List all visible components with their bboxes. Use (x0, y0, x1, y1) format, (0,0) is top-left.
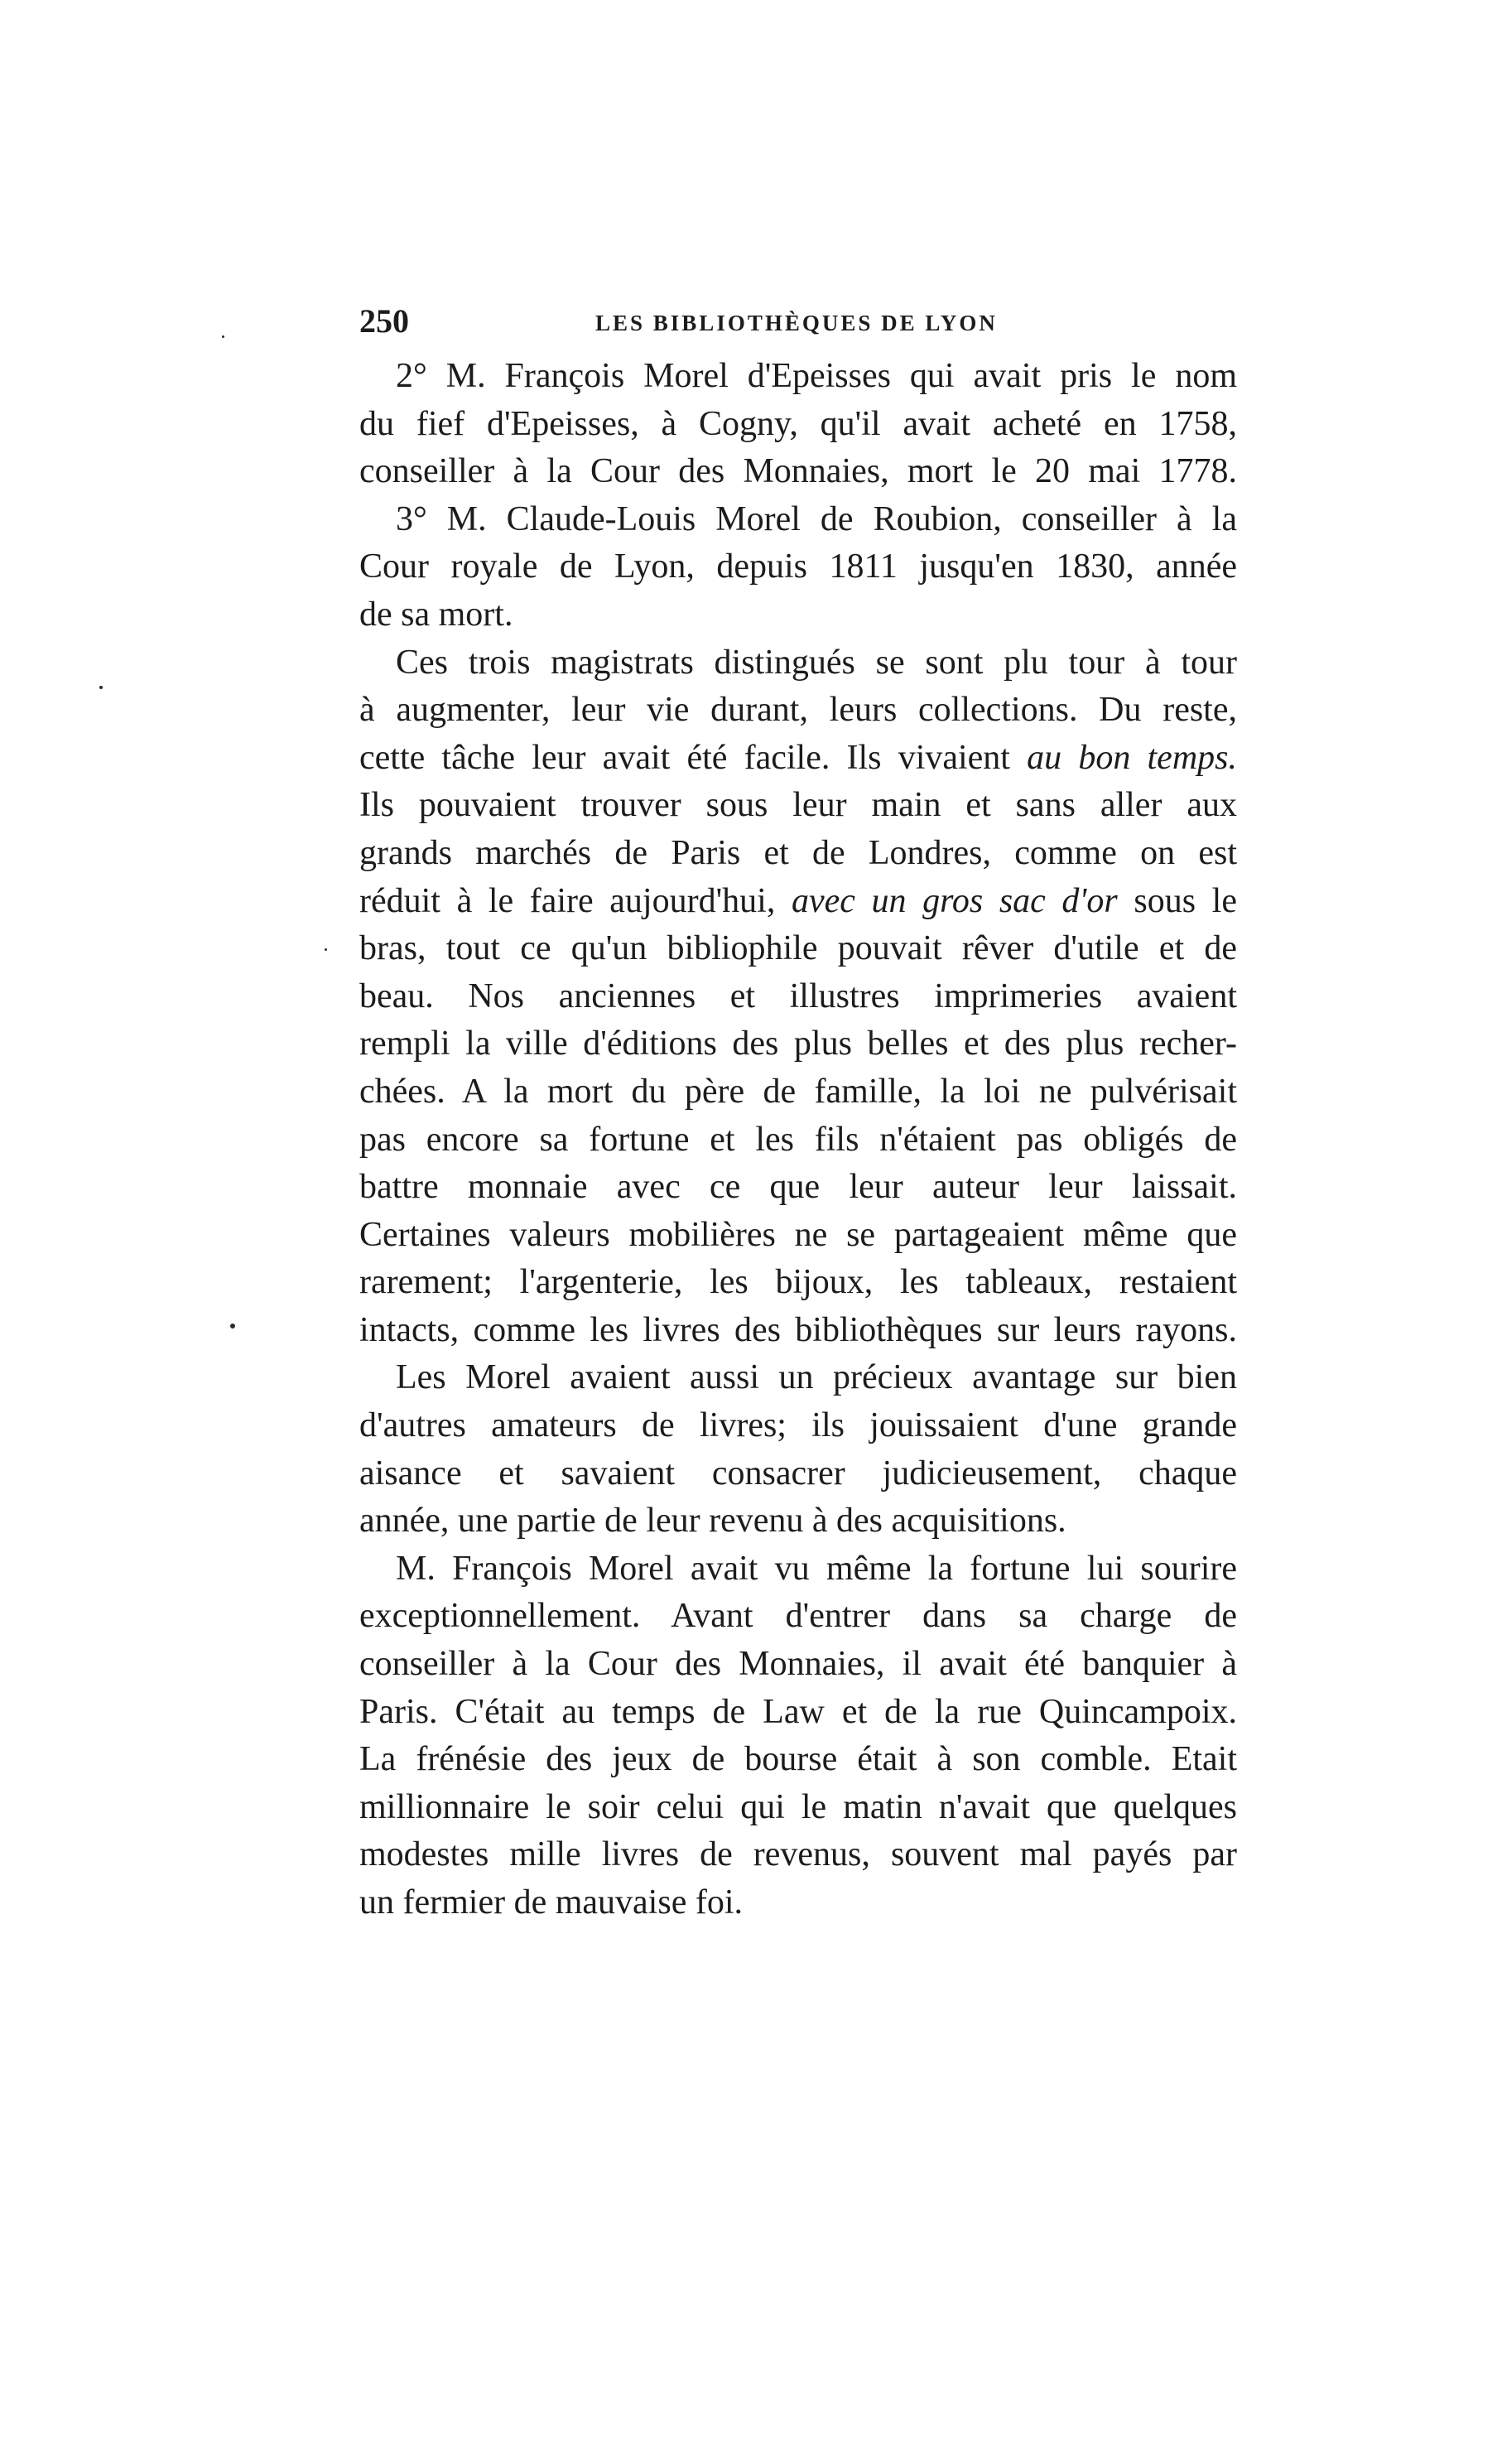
text-run: réduit à le faire aujourd'hui, (359, 881, 792, 920)
text-line: chées. A la mort du père de famille, la loi ne pulvérisait (359, 1072, 1237, 1111)
text-line: conseiller à la Cour des Monnaies, il avait été banquier à (359, 1645, 1237, 1684)
italic-phrase: au bon temps. (1027, 738, 1237, 777)
text-line: du fief d'Epeisses, à Cogny, qu'il avait acheté en 1758, (359, 404, 1237, 443)
text-line: M. François Morel avait vu même la fortune lui sourire (396, 1549, 1237, 1588)
text-run: sous le (1117, 881, 1237, 920)
text-line: Ces trois magistrats distingués se sont plu tour à tour (396, 643, 1237, 682)
text-line: grands marchés de Paris et de Londres, comme on est (359, 833, 1237, 872)
text-line: de sa mort. (359, 595, 513, 634)
text-line: modestes mille livres de revenus, souvent mal payés par (359, 1835, 1237, 1874)
text-line: rarement; l'argenterie, les bijoux, les tableaux, restaient (359, 1263, 1237, 1302)
text-line: Certaines valeurs mobilières ne se partageaient même que (359, 1215, 1237, 1254)
text-line: aisance et savaient consacrer judicieusement, chaque (359, 1454, 1237, 1492)
text-run: cette tâche leur avait été facile. Ils vivaient (359, 738, 1028, 777)
text-line: battre monnaie avec ce que leur auteur leur laissait. (359, 1168, 1237, 1207)
text-line: un fermier de mauvaise foi. (359, 1883, 743, 1922)
italic-phrase: avec un gros sac d'or (791, 881, 1118, 920)
text-line: pas encore sa fortune et les fils n'étaient pas obligés de (359, 1120, 1237, 1159)
text-line: Les Morel avaient aussi un précieux avantage sur bien (396, 1358, 1237, 1397)
text-line: d'autres amateurs de livres; ils jouissaient d'une grande (359, 1406, 1237, 1445)
text-line (359, 735, 1237, 783)
ink-speck (325, 948, 327, 951)
text-line: bras, tout ce qu'un bibliophile pouvait rêver d'utile et de (359, 929, 1237, 968)
ink-speck (230, 1324, 235, 1328)
running-head (359, 298, 1237, 348)
text-line: à augmenter, leur vie durant, leurs collections. Du reste, (359, 691, 1237, 730)
text-line: exceptionnellement. Avant d'entrer dans sa charge de (359, 1597, 1237, 1636)
text-line (359, 878, 1237, 926)
running-title: LES BIBLIOTHÈQUES DE LYON (595, 311, 998, 335)
text-line: rempli la ville d'éditions des plus belles et des plus recher- (359, 1025, 1237, 1063)
text-line: beau. Nos anciennes et illustres imprimeries avaient (359, 976, 1237, 1015)
text-line: 3° M. Claude-Louis Morel de Roubion, conseiller à la (396, 499, 1237, 538)
text-line: année, une partie de leur revenu à des acquisitions. (359, 1502, 1066, 1541)
text-line: 2° M. François Morel d'Epeisses qui avait pris le nom (396, 357, 1237, 395)
text-line: millionnaire le soir celui qui le matin n'avait que quelques (359, 1787, 1237, 1826)
ink-speck (99, 686, 103, 689)
text-line: conseiller à la Cour des Monnaies, mort le 20 mai 1778. (359, 452, 1237, 491)
body-text (359, 353, 1237, 1927)
page-number: 250 (359, 302, 409, 340)
text-line: Cour royale de Lyon, depuis 1811 jusqu'en 1830, année (359, 547, 1237, 586)
ink-speck (222, 335, 224, 338)
text-line: Ils pouvaient trouver sous leur main et sans aller aux (359, 786, 1237, 825)
text-line: La frénésie des jeux de bourse était à son comble. Etait (359, 1740, 1237, 1779)
text-line: intacts, comme les livres des bibliothèques sur leurs rayons. (359, 1310, 1237, 1349)
text-line: Paris. C'était au temps de Law et de la rue Quincampoix. (359, 1692, 1237, 1731)
